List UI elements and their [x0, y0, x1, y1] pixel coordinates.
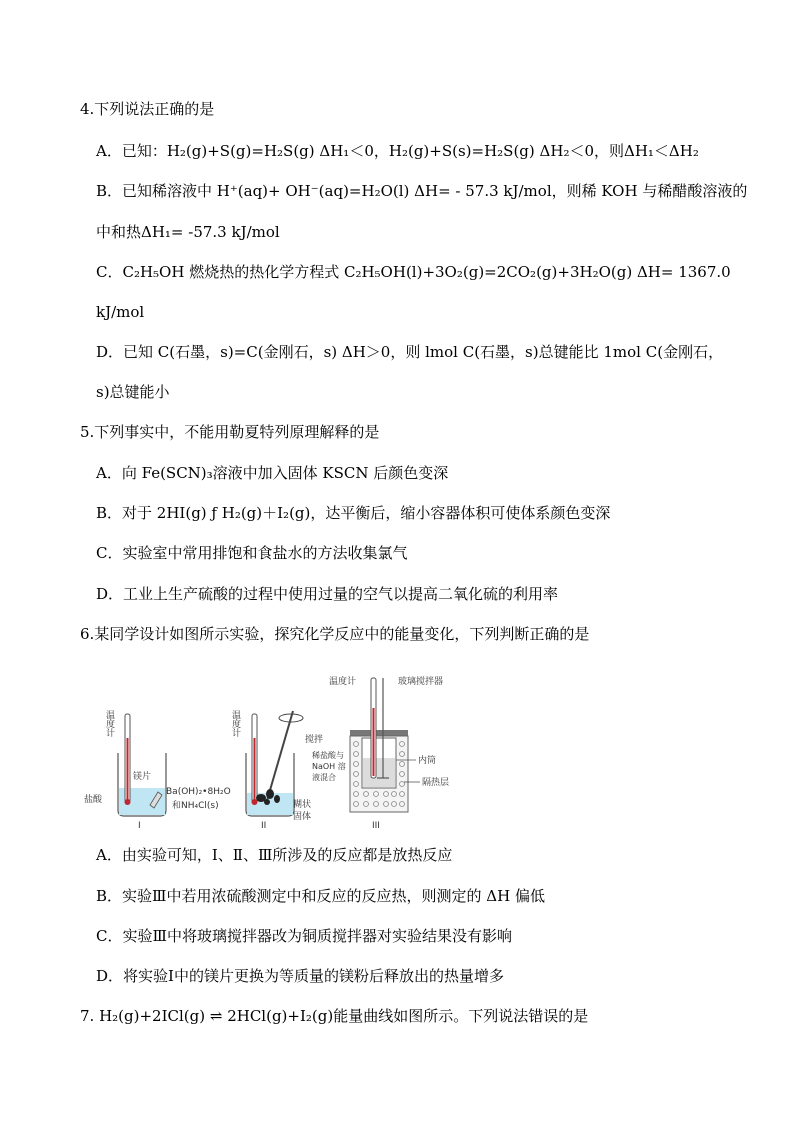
roman-1-label: I [138, 821, 141, 828]
q5-option-a: A．向 Fe(SCN)₃溶液中加入固体 KSCN 后颜色变深 [96, 464, 449, 482]
q4-option-d-cont: s)总键能小 [96, 383, 170, 401]
inner-cylinder-label: 内筒 [418, 756, 437, 766]
insulation-label: 隔热层 [422, 778, 450, 788]
q6-option-d: D．将实验Ⅰ中的镁片更换为等质量的镁粉后释放出的热量增多 [96, 967, 504, 985]
mixture-label-2: NaOH 溶 [312, 762, 346, 771]
stir-label: 搅拌 [305, 735, 324, 745]
mg-label: 镁片 [133, 772, 152, 782]
hcl-label: 盐酸 [84, 795, 103, 805]
experiment-3 [312, 675, 449, 828]
q4-option-c: C．C₂H₅OH 燃烧热的热化学方程式 C₂H₅OH(l)+3O₂(g)=2CO₂(g)+3H₂O(g) ΔH= 1367.0 [96, 263, 731, 281]
glass-stirrer-label: 玻璃搅拌器 [398, 677, 444, 687]
solid-label: 固体 [293, 812, 312, 822]
q4-option-b-cont: 中和热ΔH₁= -57.3 kJ/mol [96, 223, 280, 241]
q4-option-a: A．已知：H₂(g)+S(g)=H₂S(g) ΔH₁＜0，H₂(g)+S(s)=H₂S(g) ΔH₂＜0，则ΔH₁＜ΔH₂ [96, 142, 699, 160]
question-5-stem: 5.下列事实中，不能用勒夏特列原理解释的是 [80, 423, 380, 441]
q4-option-c-cont: kJ/mol [96, 303, 145, 321]
roman-2-label: II [261, 821, 267, 828]
paste-label: 糊状 [293, 800, 312, 810]
thermometer-label-3: 温度计 [329, 677, 357, 687]
question-6-stem: 6.某同学设计如图所示实验，探究化学反应中的能量变化，下列判断正确的是 [80, 625, 590, 643]
nh4cl-label: 和NH₄Cl(s) [172, 801, 219, 811]
q5-option-b: B．对于 2HI(g) ƒ H₂(g)＋I₂(g)，达平衡后，缩小容器体积可使体系颜色变深 [96, 504, 611, 522]
q6-option-a: A．由实验可知，Ⅰ、Ⅱ、Ⅲ所涉及的反应都是放热反应 [96, 846, 453, 864]
q6-option-b: B．实验Ⅲ中若用浓硫酸测定中和反应的反应热，则测定的 ΔH 偏低 [96, 887, 545, 905]
question-4-stem: 4.下列说法正确的是 [80, 100, 215, 118]
mixture-label-3: 液混合 [312, 773, 336, 782]
q5-option-d: D．工业上生产硫酸的过程中使用过量的空气以提高二氧化硫的利用率 [96, 585, 559, 603]
experiment-figure [80, 668, 480, 828]
q4-option-d: D．已知 C(石墨，s)=C(金刚石，s) ΔH＞0，则 lmol C(石墨，s)总键能比 1mol C(金刚石， [96, 343, 724, 361]
q5-option-c: C．实验室中常用排饱和食盐水的方法收集氯气 [96, 544, 408, 562]
thermometer-label-1: 温度计 [104, 710, 114, 737]
q4-option-b: B．已知稀溶液中 H⁺(aq)+ OH⁻(aq)=H₂O(l) ΔH= - 57.3 kJ/mol，则稀 KOH 与稀醋酸溶液的 [96, 182, 748, 200]
question-7-stem: 7. H₂(g)+2ICl(g) ⇌ 2HCl(g)+I₂(g)能量曲线如图所示。下列说法错误的是 [80, 1007, 589, 1025]
baoh2-label: Ba(OH)₂•8H₂O [166, 787, 231, 797]
q6-option-c: C．实验Ⅲ中将玻璃搅拌器改为铜质搅拌器对实验结果没有影响 [96, 927, 512, 945]
thermometer-label-2: 温度计 [230, 710, 240, 737]
experiment-2 [166, 710, 323, 828]
mixture-label-1: 稀盐酸与 [312, 751, 344, 760]
experiment-1 [84, 710, 166, 828]
roman-3-label: III [372, 821, 380, 828]
